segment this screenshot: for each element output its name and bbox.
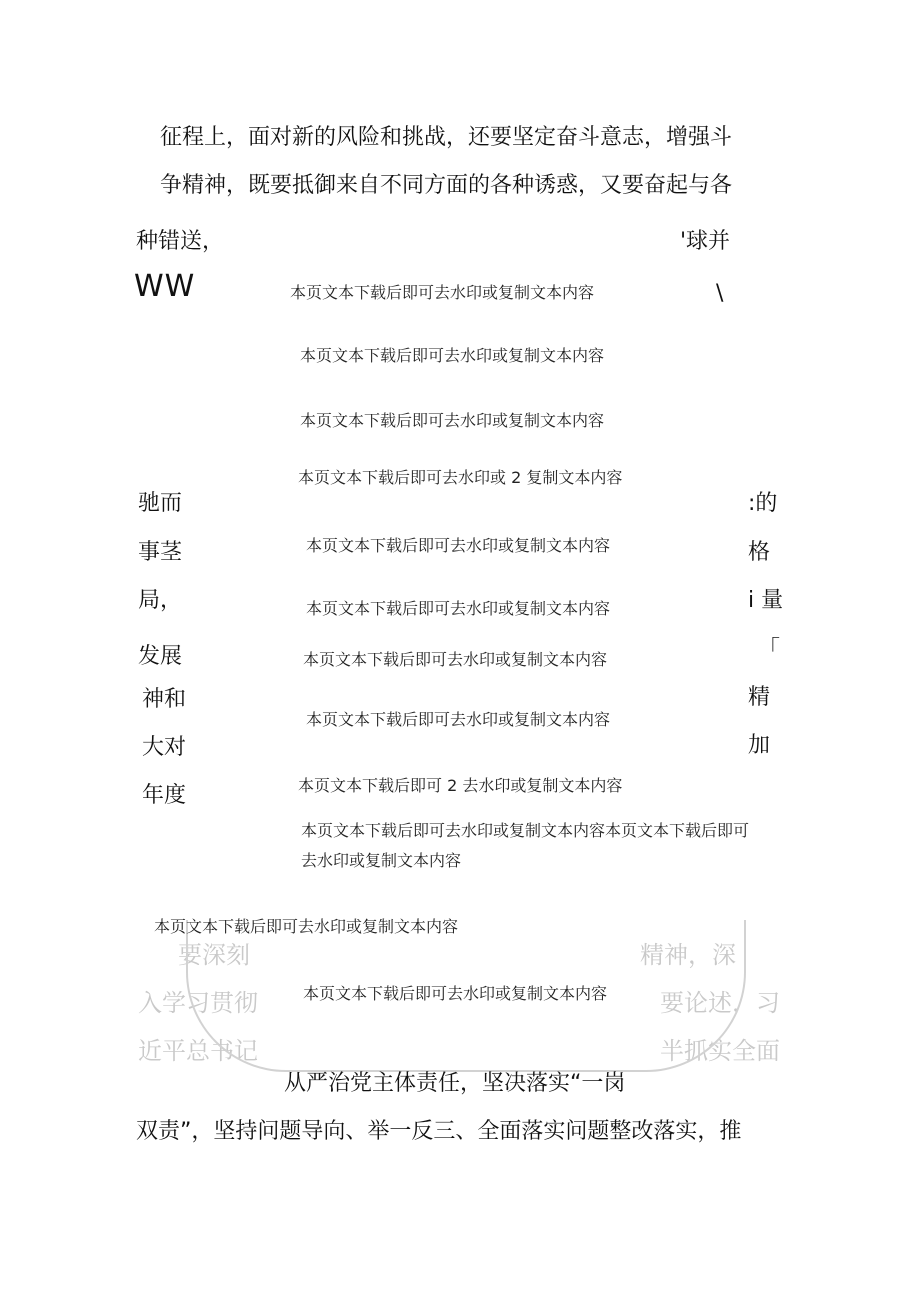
watermark-text: 本页文本下载后即可去水印或复制文本内容: [306, 710, 611, 729]
watermark-text: 本页文本下载后即可去水印或复制文本内容: [300, 346, 605, 365]
right-fragment: 精: [748, 685, 771, 710]
right-fragment: i 量: [748, 588, 784, 613]
right-fragment: :的: [748, 491, 778, 516]
paragraph-fragment: 种错送，: [136, 229, 225, 254]
right-fragment: 加: [748, 733, 771, 758]
left-fragment: 发展: [138, 644, 183, 669]
ghost-text: 入学习贯彻: [138, 989, 258, 1017]
paragraph-fragment: WW: [134, 269, 196, 304]
ghost-text: 要深刻: [178, 941, 250, 969]
left-fragment: 神和: [142, 687, 187, 712]
watermark-text-cut: 本页文本下载后即可去水印或复制文本内容: [306, 599, 611, 618]
watermark-text: 去水印或复制文本内容: [301, 851, 462, 870]
paragraph-line: 双责”，坚持问题导向、举一反三、全面落实问题整改落实，推: [136, 1119, 742, 1144]
paragraph-fragment: '球并: [680, 229, 731, 254]
left-fragment: 年度: [142, 783, 187, 808]
watermark-text: 本页文本下载后即可去水印或复制文本内容: [290, 283, 595, 302]
watermark-text: 本页文本下载后即可去水印或复制文本内容: [303, 650, 608, 669]
left-fragment: 局，: [138, 588, 183, 613]
watermark-text-cut: 本页文本下载后即可 2 去水印或复制文本内容: [298, 776, 623, 795]
left-fragment: 大对: [142, 735, 187, 760]
ghost-text: 近平总书记: [138, 1037, 258, 1065]
paragraph-line: 争精神，既要抵御来自不同方面的各种诱惑，又要奋起与各: [160, 173, 733, 198]
left-fragment: 事茎: [138, 540, 183, 565]
paragraph-line: 征程上，面对新的风险和挑战，还要坚定奋斗意志，增强斗: [160, 125, 733, 150]
left-fragment: 驰而: [138, 491, 183, 516]
ghost-text: 精神，深: [640, 941, 736, 969]
paragraph-fragment: \: [716, 281, 724, 306]
watermark-text: 本页文本下载后即可去水印或复制文本内容: [154, 917, 459, 936]
right-fragment: 格: [748, 540, 771, 565]
watermark-text: 本页文本下载后即可去水印或复制文本内容本页文本下载后即可: [301, 821, 750, 840]
right-fragment: 「: [758, 637, 781, 662]
watermark-text: 本页文本下载后即可去水印或复制文本内容: [300, 411, 605, 430]
paragraph-line: 从严治党主体责任，坚决落实“一岗: [284, 1071, 626, 1096]
watermark-text: 本页文本下载后即可去水印或复制文本内容: [303, 984, 608, 1003]
ghost-text: 半抓实全面: [660, 1037, 780, 1065]
ghost-text: 要论述，习: [660, 989, 780, 1017]
watermark-text: 本页文本下载后即可去水印或 2 复制文本内容: [298, 468, 623, 487]
watermark-text: 本页文本下载后即可去水印或复制文本内容: [306, 536, 611, 555]
